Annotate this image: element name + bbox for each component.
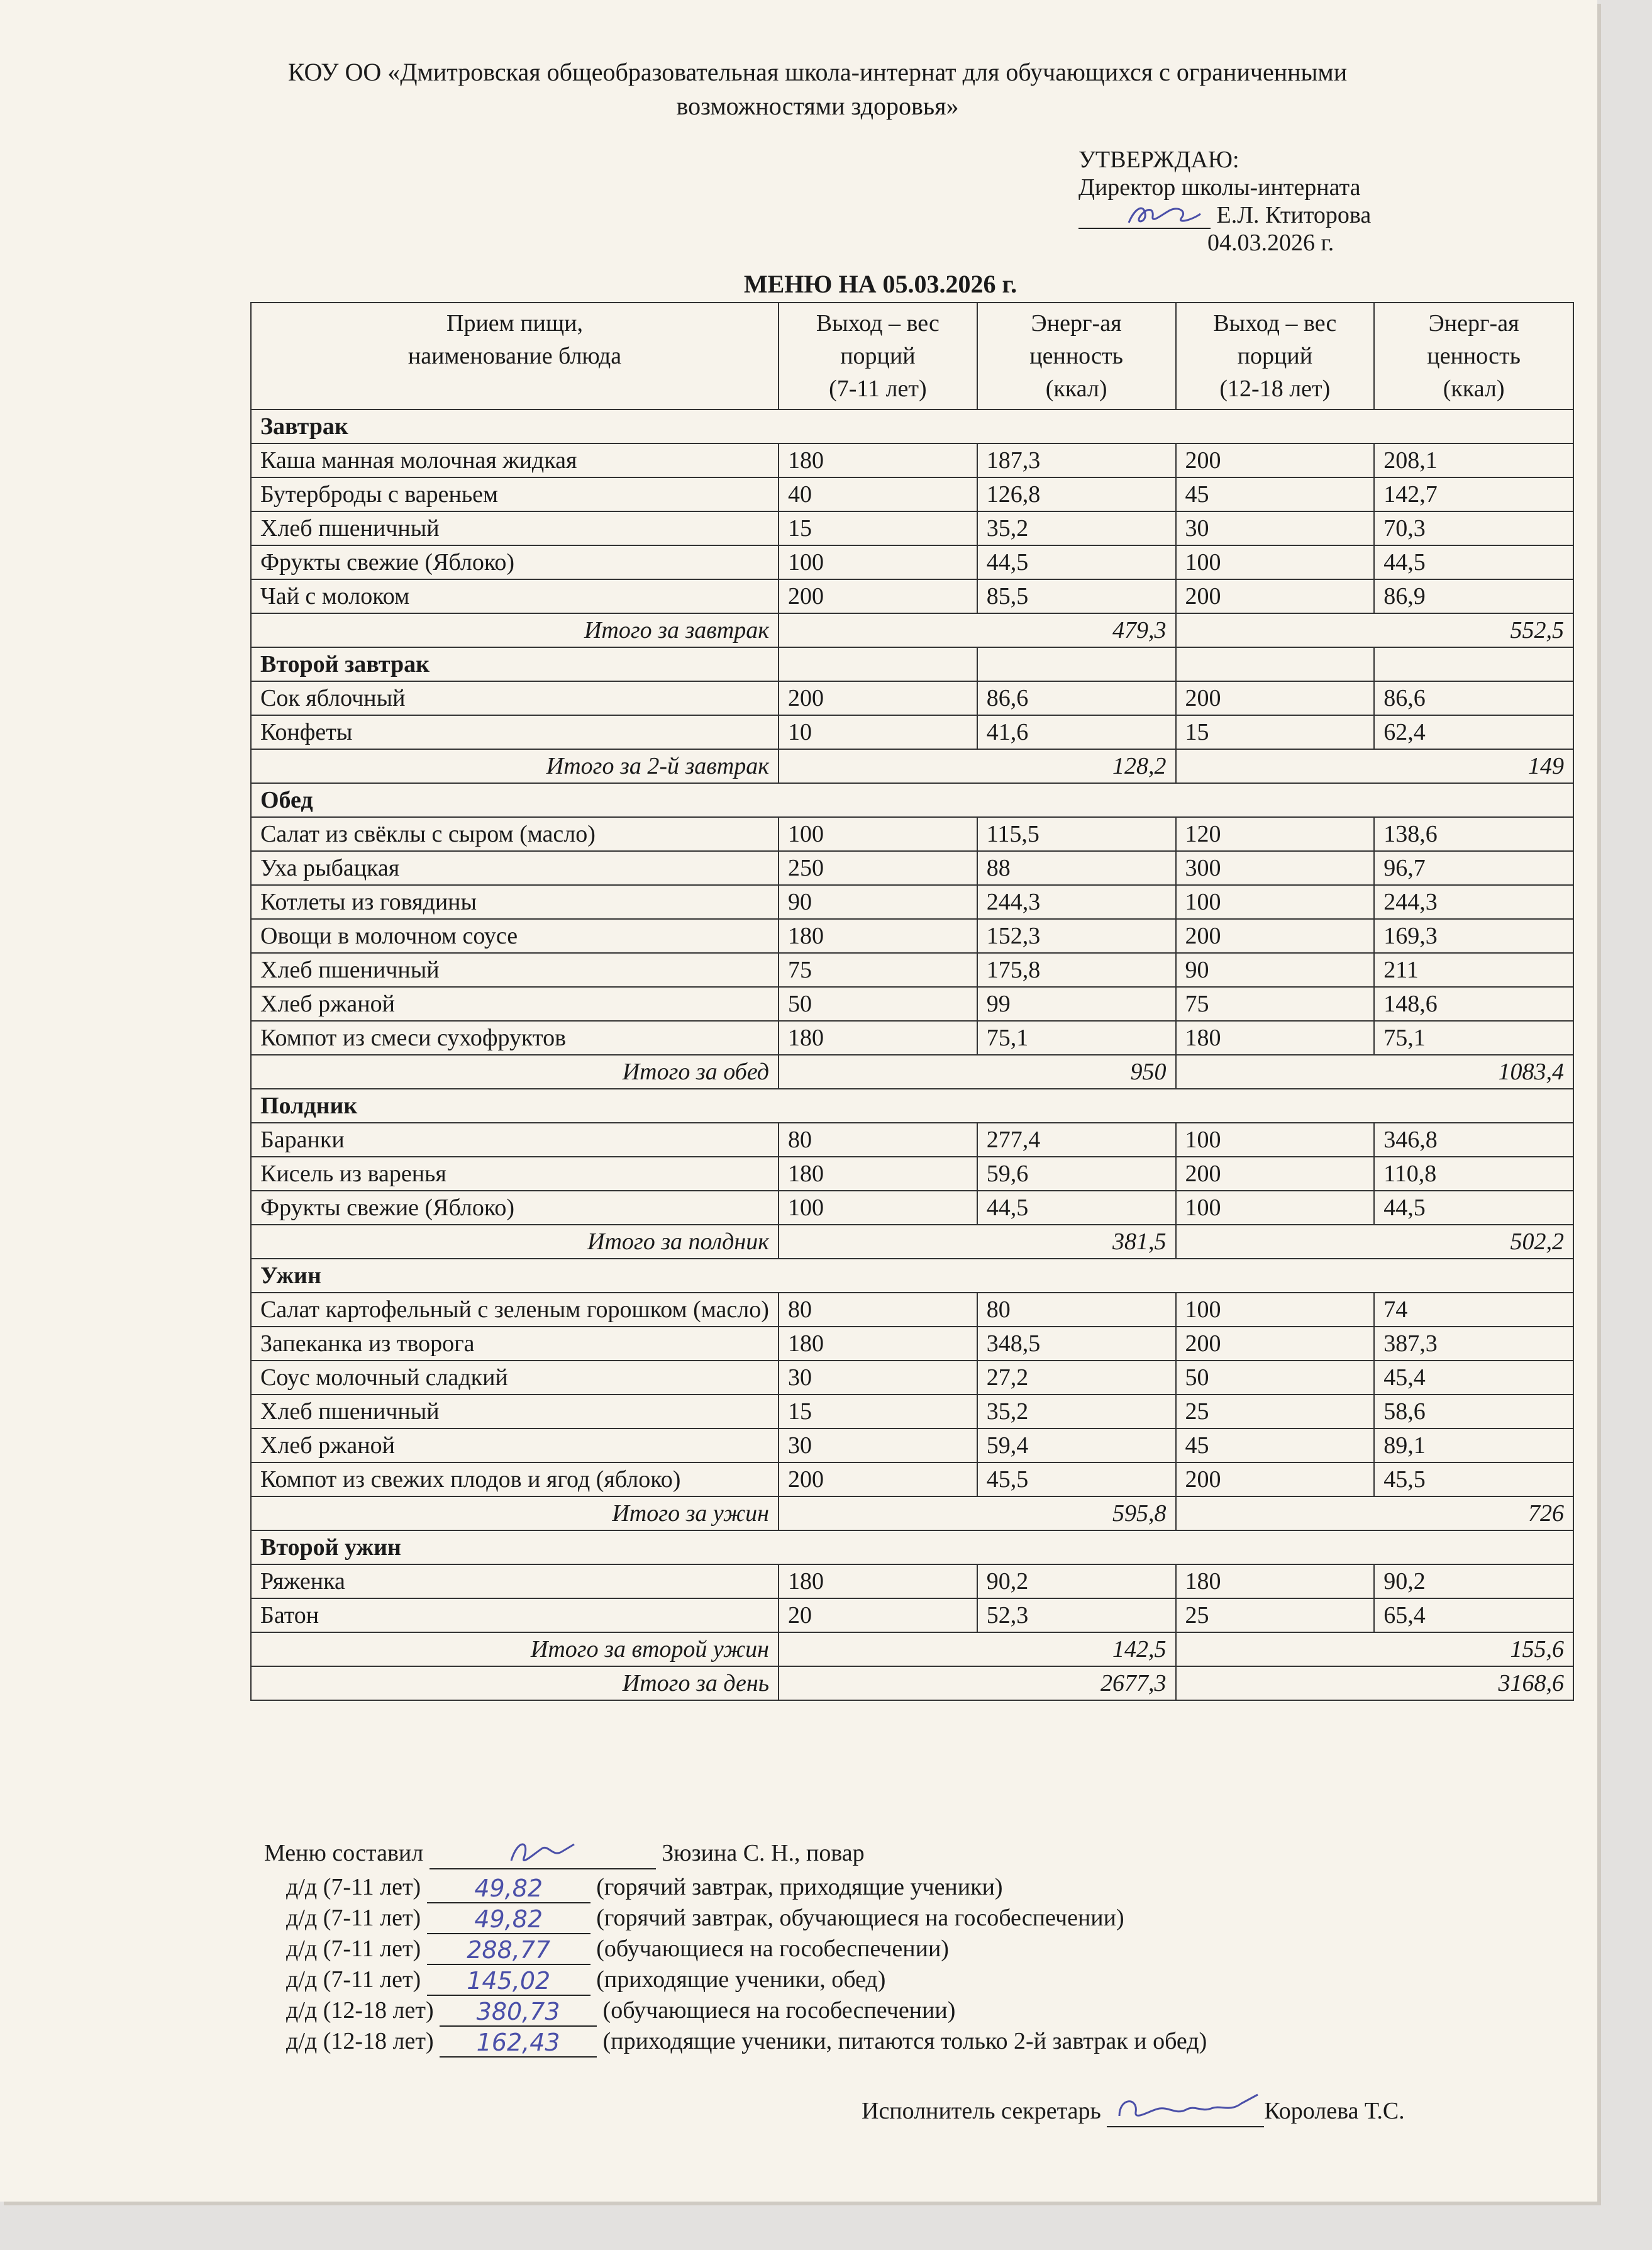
cost-line: [286, 1902, 1124, 1934]
table-row: [251, 511, 1573, 545]
subtotal-row: [251, 1055, 1573, 1089]
column-header-line: Энерг-ая: [1031, 310, 1122, 337]
subtotal-label: Итого за 2-й завтрак: [251, 749, 779, 783]
column-header-line: Энерг-ая: [1428, 310, 1519, 337]
energy-7-11: 59,4: [977, 1429, 1176, 1462]
dish-name: Овощи в молочном соусе: [251, 919, 779, 953]
executor-label: Исполнитель секретарь: [862, 2098, 1101, 2124]
cost-value-field: [427, 1969, 590, 1996]
energy-12-18: 62,4: [1374, 715, 1573, 749]
weight-7-11: 200: [779, 681, 977, 715]
energy-7-11: 44,5: [977, 1191, 1176, 1225]
table-row: [251, 919, 1573, 953]
compiled-label: Меню составил: [264, 1840, 424, 1866]
energy-12-18: 45,5: [1374, 1462, 1573, 1496]
dish-name: Баранки: [251, 1123, 779, 1157]
table-row: [251, 1021, 1573, 1055]
weight-12-18: 200: [1176, 919, 1375, 953]
dish-name: Хлеб ржаной: [251, 1429, 779, 1462]
dish-name: Салат картофельный с зеленым горошком (масло): [251, 1293, 779, 1327]
cost-value-field: [427, 1905, 590, 1934]
cost-age-label: д/д (7-11 лет): [286, 1966, 421, 1993]
cost-value: 288,77: [467, 1936, 551, 1964]
subtotal-energy-7-11: 479,3: [779, 613, 1175, 647]
table-row: [251, 1598, 1573, 1632]
table-row: [251, 1327, 1573, 1361]
section-title: Ужин: [251, 1259, 1573, 1293]
cost-line: [286, 1994, 955, 2027]
energy-12-18: 86,9: [1374, 579, 1573, 613]
section-title: Второй завтрак: [251, 647, 779, 681]
dish-name: Сок яблочный: [251, 681, 779, 715]
director-signature: [1078, 206, 1211, 229]
empty-cell: [977, 647, 1176, 681]
menu-table-body: [251, 409, 1573, 1700]
table-row: [251, 987, 1573, 1021]
weight-12-18: 50: [1176, 1361, 1375, 1395]
weight-12-18: 100: [1176, 1191, 1375, 1225]
table-row: [251, 817, 1573, 851]
cost-line: [286, 2025, 1207, 2058]
weight-7-11: 15: [779, 511, 977, 545]
energy-7-11: 35,2: [977, 1395, 1176, 1429]
weight-12-18: 200: [1176, 579, 1375, 613]
section-header-row: [251, 1089, 1573, 1123]
table-row: [251, 953, 1573, 987]
cost-description: (приходящие ученики, обед): [596, 1966, 886, 1993]
energy-7-11: 115,5: [977, 817, 1176, 851]
energy-12-18: 346,8: [1374, 1123, 1573, 1157]
column-header-line: порций: [840, 343, 916, 369]
energy-12-18: 65,4: [1374, 1598, 1573, 1632]
table-row: [251, 1462, 1573, 1496]
weight-12-18: 300: [1176, 851, 1375, 885]
dish-name: Компот из смеси сухофруктов: [251, 1021, 779, 1055]
dish-name: Кисель из варенья: [251, 1157, 779, 1191]
dish-name: Запеканка из творога: [251, 1327, 779, 1361]
table-row: [251, 885, 1573, 919]
weight-12-18: 15: [1176, 715, 1375, 749]
cost-age-label: д/д (7-11 лет): [286, 1874, 421, 1900]
weight-7-11: 100: [779, 817, 977, 851]
column-header-weight-12-18: [1176, 303, 1375, 409]
energy-12-18: 75,1: [1374, 1021, 1573, 1055]
cost-line: [286, 1932, 949, 1965]
day-total-energy-12-18: 3168,6: [1176, 1666, 1574, 1700]
empty-cell: [1176, 647, 1375, 681]
subtotal-energy-12-18: 502,2: [1176, 1225, 1574, 1259]
column-header-line: (7-11 лет): [829, 376, 927, 402]
dish-name: Уха рыбацкая: [251, 851, 779, 885]
dish-name: Хлеб пшеничный: [251, 511, 779, 545]
weight-7-11: 180: [779, 1564, 977, 1598]
cost-value-field: [440, 2031, 597, 2058]
table-row: [251, 715, 1573, 749]
weight-12-18: 45: [1176, 1429, 1375, 1462]
approval-name: Е.Л. Ктиторова: [1216, 202, 1372, 228]
weight-7-11: 50: [779, 987, 977, 1021]
cost-value-field: [440, 2000, 597, 2027]
cost-description: (обучающиеся на гособеспечении): [596, 1935, 949, 1962]
section-header-row: [251, 409, 1573, 443]
subtotal-row: [251, 1632, 1573, 1666]
weight-7-11: 180: [779, 919, 977, 953]
table-row: [251, 1395, 1573, 1429]
energy-12-18: 96,7: [1374, 851, 1573, 885]
energy-7-11: 35,2: [977, 511, 1176, 545]
approval-title: УТВЕРЖДАЮ:: [1078, 147, 1239, 173]
weight-12-18: 75: [1176, 987, 1375, 1021]
subtotal-label: Итого за завтрак: [251, 613, 779, 647]
dish-name: Соус молочный сладкий: [251, 1361, 779, 1395]
org-name-line-2: возможностями здоровья»: [676, 92, 959, 120]
table-row: [251, 1293, 1573, 1327]
signature-scribble-icon: [1116, 195, 1204, 230]
subtotal-row: [251, 1225, 1573, 1259]
subtotal-energy-12-18: 1083,4: [1176, 1055, 1574, 1089]
energy-7-11: 59,6: [977, 1157, 1176, 1191]
weight-7-11: 100: [779, 1191, 977, 1225]
weight-12-18: 200: [1176, 1327, 1375, 1361]
energy-12-18: 70,3: [1374, 511, 1573, 545]
column-header-energy-7-11: [977, 303, 1176, 409]
cost-description: (горячий завтрак, приходящие ученики): [596, 1874, 1003, 1900]
energy-12-18: 387,3: [1374, 1327, 1573, 1361]
cost-value: 162,43: [476, 2029, 560, 2056]
energy-12-18: 58,6: [1374, 1395, 1573, 1429]
compiled-by-line: [264, 1837, 865, 1869]
weight-12-18: 200: [1176, 681, 1375, 715]
table-header-row: [251, 303, 1573, 409]
column-header-weight-7-11: [779, 303, 977, 409]
table-row: [251, 477, 1573, 511]
empty-cell: [1374, 647, 1573, 681]
section-header-row: [251, 647, 1573, 681]
column-header-line: ценность: [1427, 343, 1521, 369]
table-row: [251, 1429, 1573, 1462]
executor-line: [862, 2095, 1405, 2127]
energy-7-11: 45,5: [977, 1462, 1176, 1496]
cost-description: (приходящие ученики, питаются только 2-й завтрак и обед): [602, 2028, 1207, 2054]
table-row: [251, 443, 1573, 477]
subtotal-energy-7-11: 142,5: [779, 1632, 1175, 1666]
column-header-energy-12-18: [1374, 303, 1573, 409]
column-header-line: (12-18 лет): [1219, 376, 1331, 402]
weight-7-11: 180: [779, 443, 977, 477]
weight-12-18: 100: [1176, 1123, 1375, 1157]
energy-12-18: 86,6: [1374, 681, 1573, 715]
weight-12-18: 200: [1176, 443, 1375, 477]
energy-12-18: 110,8: [1374, 1157, 1573, 1191]
energy-7-11: 152,3: [977, 919, 1176, 953]
weight-7-11: 15: [779, 1395, 977, 1429]
weight-7-11: 250: [779, 851, 977, 885]
energy-12-18: 138,6: [1374, 817, 1573, 851]
day-total-energy-7-11: 2677,3: [779, 1666, 1175, 1700]
signature-scribble-icon: [430, 1833, 656, 1871]
subtotal-energy-12-18: 149: [1176, 749, 1574, 783]
weight-7-11: 30: [779, 1361, 977, 1395]
section-title: Второй ужин: [251, 1530, 1573, 1564]
table-row: [251, 1191, 1573, 1225]
weight-7-11: 75: [779, 953, 977, 987]
energy-12-18: 142,7: [1374, 477, 1573, 511]
weight-12-18: 120: [1176, 817, 1375, 851]
cost-line: [286, 1871, 1003, 1903]
dish-name: Хлеб пшеничный: [251, 953, 779, 987]
weight-12-18: 25: [1176, 1598, 1375, 1632]
approval-position: Директор школы-интерната: [1078, 174, 1361, 201]
weight-7-11: 80: [779, 1293, 977, 1327]
table-row: [251, 579, 1573, 613]
subtotal-energy-7-11: 595,8: [779, 1496, 1175, 1530]
subtotal-row: [251, 1496, 1573, 1530]
cost-value-field: [427, 1936, 590, 1965]
dish-name: Бутерброды с вареньем: [251, 477, 779, 511]
weight-7-11: 40: [779, 477, 977, 511]
dish-name: Фрукты свежие (Яблоко): [251, 545, 779, 579]
energy-12-18: 148,6: [1374, 987, 1573, 1021]
table-row: [251, 545, 1573, 579]
column-header-line: Выход – вес: [1213, 310, 1337, 337]
energy-12-18: 89,1: [1374, 1429, 1573, 1462]
energy-7-11: 44,5: [977, 545, 1176, 579]
section-title: Обед: [251, 783, 1573, 817]
cost-age-label: д/д (7-11 лет): [286, 1905, 421, 1931]
weight-12-18: 100: [1176, 1293, 1375, 1327]
cost-value: 145,02: [467, 1967, 551, 1995]
weight-12-18: 180: [1176, 1564, 1375, 1598]
cost-age-label: д/д (7-11 лет): [286, 1935, 421, 1962]
energy-7-11: 75,1: [977, 1021, 1176, 1055]
column-header-line: Выход – вес: [816, 310, 940, 337]
table-row: [251, 1564, 1573, 1598]
section-header-row: [251, 783, 1573, 817]
subtotal-energy-7-11: 950: [779, 1055, 1175, 1089]
energy-7-11: 126,8: [977, 477, 1176, 511]
subtotal-label: Итого за ужин: [251, 1496, 779, 1530]
dish-name: Батон: [251, 1598, 779, 1632]
energy-7-11: 52,3: [977, 1598, 1176, 1632]
dish-name: Котлеты из говядины: [251, 885, 779, 919]
signature-scribble-icon: [1107, 2091, 1264, 2129]
dish-name: Каша манная молочная жидкая: [251, 443, 779, 477]
energy-7-11: 348,5: [977, 1327, 1176, 1361]
approval-signature-line: [1078, 201, 1371, 229]
energy-7-11: 41,6: [977, 715, 1176, 749]
table-row: [251, 851, 1573, 885]
energy-7-11: 90,2: [977, 1564, 1176, 1598]
cost-value: 49,82: [474, 1874, 543, 1902]
weight-7-11: 100: [779, 545, 977, 579]
column-header-line: ценность: [1029, 343, 1123, 369]
cost-value: 49,82: [474, 1905, 543, 1933]
weight-12-18: 100: [1176, 545, 1375, 579]
table-row: [251, 681, 1573, 715]
dish-name: Салат из свёклы с сыром (масло): [251, 817, 779, 851]
column-header-dish-line-2: наименование блюда: [407, 343, 622, 369]
energy-12-18: 44,5: [1374, 1191, 1573, 1225]
weight-12-18: 180: [1176, 1021, 1375, 1055]
table-row: [251, 1361, 1573, 1395]
table-row: [251, 1123, 1573, 1157]
dish-name: Фрукты свежие (Яблоко): [251, 1191, 779, 1225]
executor-name: Королева Т.С.: [1264, 2098, 1405, 2124]
energy-7-11: 27,2: [977, 1361, 1176, 1395]
section-title: Полдник: [251, 1089, 1573, 1123]
column-header-line: порций: [1237, 343, 1313, 369]
subtotal-row: [251, 613, 1573, 647]
cost-description: (обучающиеся на гособеспечении): [602, 1997, 956, 2024]
weight-12-18: 25: [1176, 1395, 1375, 1429]
executor-signature: [1107, 2101, 1264, 2127]
energy-12-18: 45,4: [1374, 1361, 1573, 1395]
energy-12-18: 74: [1374, 1293, 1573, 1327]
subtotal-energy-7-11: 128,2: [779, 749, 1175, 783]
energy-12-18: 44,5: [1374, 545, 1573, 579]
approval-block: [1078, 146, 1371, 257]
weight-7-11: 200: [779, 579, 977, 613]
cost-line: [286, 1963, 885, 1996]
subtotal-energy-12-18: 726: [1176, 1496, 1574, 1530]
energy-7-11: 244,3: [977, 885, 1176, 919]
weight-7-11: 20: [779, 1598, 977, 1632]
weight-7-11: 200: [779, 1462, 977, 1496]
section-header-row: [251, 1530, 1573, 1564]
energy-12-18: 244,3: [1374, 885, 1573, 919]
dish-name: Чай с молоком: [251, 579, 779, 613]
dish-name: Конфеты: [251, 715, 779, 749]
weight-7-11: 90: [779, 885, 977, 919]
section-header-row: [251, 1259, 1573, 1293]
compiled-name: Зюзина С. Н., повар: [662, 1840, 865, 1866]
dish-name: Хлеб пшеничный: [251, 1395, 779, 1429]
subtotal-label: Итого за второй ужин: [251, 1632, 779, 1666]
section-title: Завтрак: [251, 409, 1573, 443]
weight-12-18: 30: [1176, 511, 1375, 545]
day-total-label: Итого за день: [251, 1666, 779, 1700]
energy-7-11: 175,8: [977, 953, 1176, 987]
energy-12-18: 208,1: [1374, 443, 1573, 477]
energy-7-11: 86,6: [977, 681, 1176, 715]
weight-7-11: 180: [779, 1327, 977, 1361]
column-header-line: (ккал): [1443, 376, 1505, 402]
day-total-row: [251, 1666, 1573, 1700]
energy-7-11: 187,3: [977, 443, 1176, 477]
menu-title: МЕНЮ НА 05.03.2026 г.: [743, 270, 1017, 298]
cost-age-label: д/д (12-18 лет): [286, 2028, 434, 2054]
column-header-dish-line-1: Прием пищи,: [446, 310, 583, 337]
dish-name: Ряженка: [251, 1564, 779, 1598]
energy-12-18: 169,3: [1374, 919, 1573, 953]
subtotal-row: [251, 749, 1573, 783]
cost-value-field: [427, 1874, 590, 1903]
weight-12-18: 45: [1176, 477, 1375, 511]
weight-12-18: 100: [1176, 885, 1375, 919]
weight-12-18: 90: [1176, 953, 1375, 987]
cost-age-label: д/д (12-18 лет): [286, 1997, 434, 2024]
weight-7-11: 30: [779, 1429, 977, 1462]
weight-7-11: 180: [779, 1021, 977, 1055]
cost-description: (горячий завтрак, обучающиеся на гособеспечении): [596, 1905, 1124, 1931]
weight-12-18: 200: [1176, 1157, 1375, 1191]
energy-12-18: 90,2: [1374, 1564, 1573, 1598]
weight-7-11: 80: [779, 1123, 977, 1157]
dish-name: Хлеб ржаной: [251, 987, 779, 1021]
energy-7-11: 88: [977, 851, 1176, 885]
subtotal-label: Итого за обед: [251, 1055, 779, 1089]
weight-7-11: 10: [779, 715, 977, 749]
energy-12-18: 211: [1374, 953, 1573, 987]
energy-7-11: 277,4: [977, 1123, 1176, 1157]
energy-7-11: 99: [977, 987, 1176, 1021]
subtotal-label: Итого за полдник: [251, 1225, 779, 1259]
subtotal-energy-12-18: 155,6: [1176, 1632, 1574, 1666]
org-name-line-1: КОУ ОО «Дмитровская общеобразовательная школа-интернат для обучающихся с ограниченными: [287, 58, 1348, 86]
column-header-dish: [251, 303, 779, 409]
cook-signature: [430, 1843, 656, 1869]
menu-table: [250, 302, 1574, 1701]
subtotal-energy-12-18: 552,5: [1176, 613, 1574, 647]
weight-7-11: 180: [779, 1157, 977, 1191]
subtotal-energy-7-11: 381,5: [779, 1225, 1175, 1259]
empty-cell: [779, 647, 977, 681]
column-header-line: (ккал): [1045, 376, 1107, 402]
energy-7-11: 85,5: [977, 579, 1176, 613]
table-row: [251, 1157, 1573, 1191]
dish-name: Компот из свежих плодов и ягод (яблоко): [251, 1462, 779, 1496]
energy-7-11: 80: [977, 1293, 1176, 1327]
approval-date: 04.03.2026 г.: [1207, 230, 1334, 256]
cost-value: 380,73: [476, 1998, 560, 2025]
weight-12-18: 200: [1176, 1462, 1375, 1496]
